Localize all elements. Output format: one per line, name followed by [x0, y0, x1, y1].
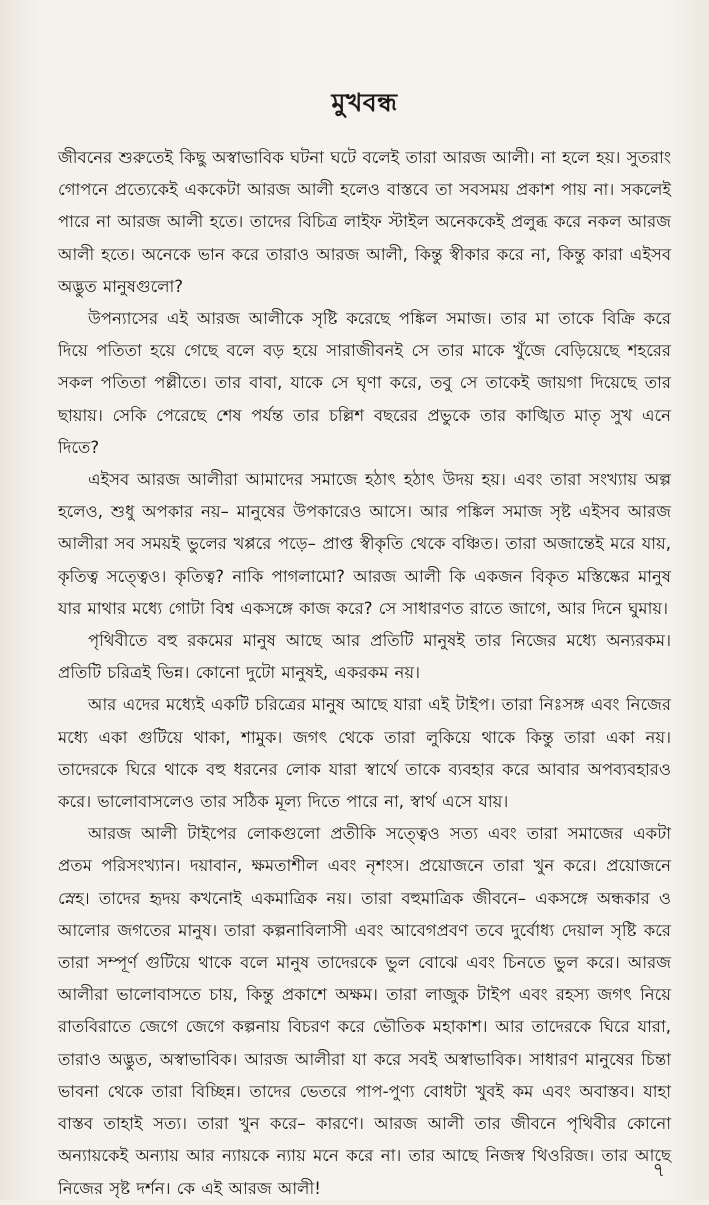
- paragraph-2: উপন্যাসের এই আরজ আলীকে সৃষ্টি করেছে পঙ্কিল সমাজ। তার মা তাকে বিক্রি করে দিয়ে পতিতা হয়ে গেছে বলে বড় হয়ে সারাজীবনই সে তার মাকে খুঁজে বেড়িয়েছে শহরের সকল পতিতা পল্লীতে। তার বাবা, যাকে সে ঘৃণা করে, তবু সে তাকেই জায়গা দিয়েছে তার ছায়ায়। সেকি পেরেছে শেষ পর্যন্ত তার চল্লিশ বছরের প্রভুকে তার কাঙ্খিত মাতৃ সুখ এনে দিতে?: [58, 309, 671, 457]
- page-number: ৭: [652, 1159, 665, 1181]
- body-text: [58, 142, 671, 1205]
- paragraph-3: এইসব আরজ আলীরা আমাদের সমাজে হঠাৎ হঠাৎ উদয় হয়। এবং তারা সংখ্যায় অল্প হলেও, শুধু অপকার নয়– মানুষের উপকারেও আসে। আর পঙ্কিল সমাজ সৃষ্ট এইসব আরজ আলীরা সব সময়ই ভুলের খপ্পরে পড়ে– প্রাপ্ত স্বীকৃতি থেকে বঞ্চিত। তারা অজান্তেই মরে যায়, কৃতিত্ব সত্ত্বেও। কৃতিত্ব? নাকি পাগলামো? আরজ আলী কি একজন বিকৃত মস্তিষ্কের মানুষ যার মাথার মধ্যে গোটা বিশ্ব একসঙ্গে কাজ করে? সে সাধারণত রাতে জাগে, আর দিনে ঘুমায়।: [58, 470, 671, 618]
- paragraph-5: আর এদের মধ্যেই একটি চরিত্রের মানুষ আছে যারা এই টাইপ। তারা নিঃসঙ্গ এবং নিজের মধ্যে একা গুটিয়ে থাকা, শামুক। জগৎ থেকে তারা লুকিয়ে থাকে কিন্তু তারা একা নয়। তাদেরকে ঘিরে থাকে বহু ধরনের লোক যারা স্বার্থে তাকে ব্যবহার করে আবার অপব্যবহারও করে। ভালোবাসলেও তার সঠিক মূল্য দিতে পারে না, স্বার্থ এসে যায়।: [58, 695, 671, 812]
- paragraph-6: আরজ আলী টাইপের লোকগুলো প্রতীকি সত্ত্বেও সত্য এবং তারা সমাজের একটা প্রতম পরিসংখ্যান। দয়াবান, ক্ষমতাশীল এবং নৃশংস। প্রয়োজনে তারা খুন করে। প্রয়োজনে স্নেহ। তাদের হৃদয় কখনোই একমাত্রিক নয়। তারা বহুমাত্রিক জীবনে– একসঙ্গে অন্ধকার ও আলোর জগতের মানুষ। তারা কল্পনাবিলাসী এবং আবেগপ্রবণ তবে দুর্বোধ্য দেয়াল সৃষ্টি করে তারা সম্পূর্ণ গুটিয়ে থাকে বলে মানুষ তাদেরকে ভুল বোঝে এবং চিনতে ভুল করে। আরজ আলীরা ভালোবাসতে চায়, কিন্তু প্রকাশে অক্ষম। তারা লাজুক টাইপ এবং রহস্য জগৎ নিয়ে রাতবিরাতে জেগে জেগে কল্পনায় বিচরণ করে ভৌতিক মহাকাশ। আর তাদেরকে ঘিরে যারা, তারাও অদ্ভুত, অস্বাভাবিক। আরজ আলীরা যা করে সবই অস্বাভাবিক। সাধারণ মানুষের চিন্তা ভাবনা থেকে তারা বিচ্ছিন্ন। তাদের ভেতরে পাপ-পুণ্য বোধটা খুবই কম এবং অবাস্তব। যাহা বাস্তব তাহাই সত্য। তারা খুন করে– কারণে। আরজ আলী তার জীবনে পৃথিবীর কোনো অন্যায়কেই অন্যায় আর ন্যায়কে ন্যায় মনে করে না। তার আছে নিজস্ব থিওরিজ। তার আছে নিজের সৃষ্ট দর্শন। কে এই আরজ আলী!: [58, 824, 671, 1198]
- paragraph-4: পৃথিবীতে বহু রকমের মানুষ আছে আর প্রতিটি মানুষই তার নিজের মধ্যে অন্যরকম। প্রতিটি চরিত্রই ভিন্ন। কোনো দুটো মানুষই, একরকম নয়।: [58, 631, 671, 683]
- paragraph-1: জীবনের শুরুতেই কিছু অস্বাভাবিক ঘটনা ঘটে বলেই তারা আরজ আলী। না হলে হয়। সুতরাং গোপনে প্রত্যেকেই এককেটা আরজ আলী হলেও বাস্তবে তা সবসময় প্রকাশ পায় না। সকলেই পারে না আরজ আলী হতে। তাদের বিচিত্র লাইফ স্টাইল অনেককেই প্রলুব্ধ করে নকল আরজ আলী হতে। অনেকে ভান করে তারাও আরজ আলী, কিন্তু স্বীকার করে না, কিন্তু কারা এইসব অদ্ভুত মানুষগুলো?: [58, 148, 671, 296]
- chapter-title: মুখবন্ধ: [331, 88, 398, 117]
